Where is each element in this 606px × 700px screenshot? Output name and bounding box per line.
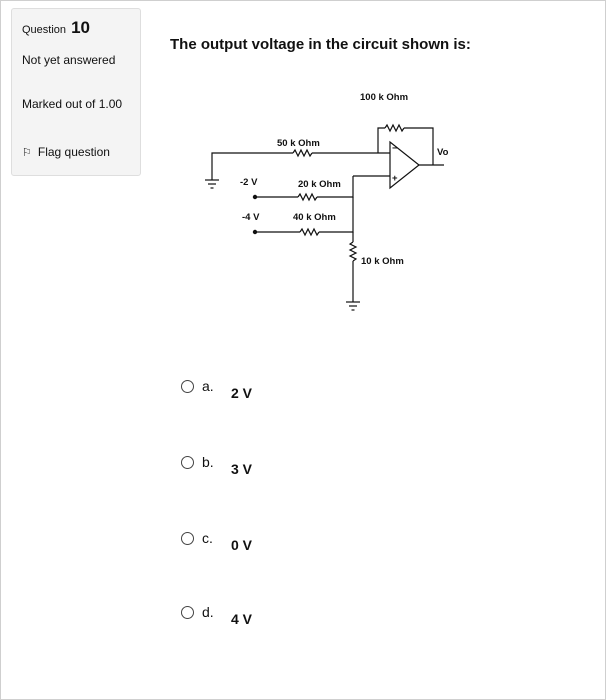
flag-question-link[interactable] <box>22 145 110 159</box>
label-40k: 40 k Ohm <box>293 212 336 223</box>
label-50k: 50 k Ohm <box>277 138 320 149</box>
label-20k: 20 k Ohm <box>298 179 341 190</box>
option-a-letter: a. <box>202 378 214 394</box>
question-number-value: 10 <box>71 18 91 37</box>
option-d-text: 4 V <box>231 611 253 627</box>
question-text: The output voltage in the circuit shown is: <box>170 36 471 53</box>
question-number <box>22 18 90 38</box>
svg-text:−: − <box>392 143 398 154</box>
radio-a[interactable] <box>181 380 194 393</box>
option-b-letter: b. <box>202 454 214 470</box>
option-d-letter: d. <box>202 604 214 620</box>
option-c-letter: c. <box>202 530 213 546</box>
label-input-2: -4 V <box>242 212 260 223</box>
circuit-diagram <box>190 80 490 320</box>
radio-b[interactable] <box>181 456 194 469</box>
label-100k: 100 k Ohm <box>360 92 409 103</box>
question-state: Not yet answered <box>22 53 116 67</box>
option-b-text: 3 V <box>231 461 253 477</box>
question-label: Question <box>22 24 67 36</box>
option-a-text: 2 V <box>231 385 253 401</box>
label-vo: Vo <box>437 147 449 158</box>
flag-question-label: Flag question <box>37 145 110 159</box>
svg-text:+: + <box>392 173 398 184</box>
question-info-panel <box>11 8 141 176</box>
flag-icon: ⚐ <box>22 147 32 159</box>
radio-c[interactable] <box>181 532 194 545</box>
label-input-1: -2 V <box>240 177 258 188</box>
option-c-text: 0 V <box>231 537 253 553</box>
question-marks: Marked out of 1.00 <box>22 97 123 111</box>
radio-d[interactable] <box>181 606 194 619</box>
label-10k: 10 k Ohm <box>361 256 404 267</box>
